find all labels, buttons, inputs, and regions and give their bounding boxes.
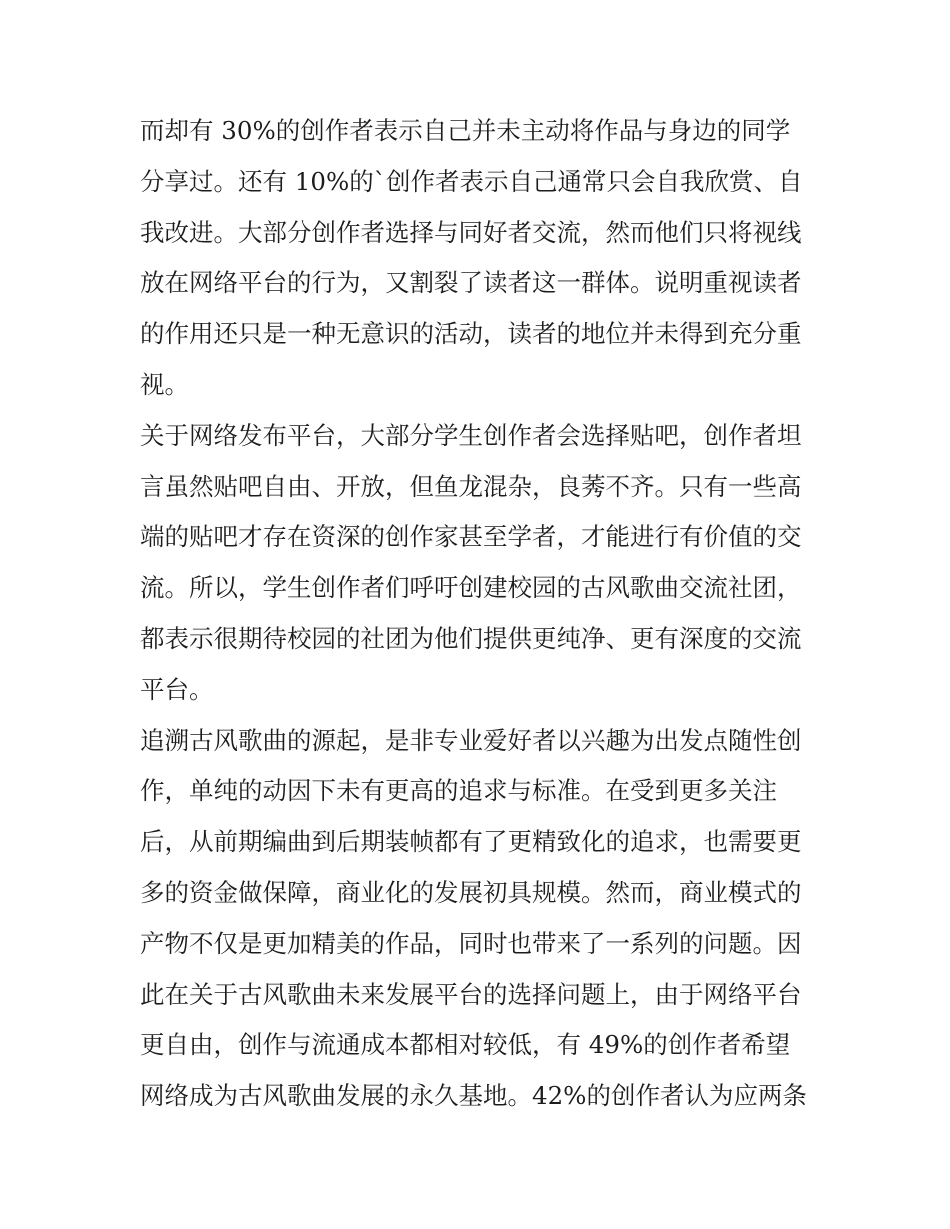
text-line: 都表示很期待校园的社团为他们提供更纯净、更有深度的交流: [140, 623, 802, 653]
text-line: 网络成为古风歌曲发展的永久基地。42%的创作者认为应两条: [140, 1081, 807, 1111]
text-line: 端的贴吧才存在资深的创作家甚至学者，才能进行有价值的交: [140, 522, 802, 552]
text-line: 我改进。大部分创作者选择与同好者交流，然而他们只将视线: [140, 217, 802, 247]
text-line: 平台。: [140, 674, 214, 704]
text-line: 视。: [140, 369, 189, 399]
text-line: 多的资金做保障，商业化的发展初具规模。然而，商业模式的: [140, 877, 802, 907]
text-line: 产物不仅是更加精美的作品，同时也带来了一系列的问题。因: [140, 928, 802, 958]
text-line: 作，单纯的动因下未有更高的追求与标准。在受到更多关注: [140, 776, 777, 806]
text-line: 关于网络发布平台，大部分学生创作者会选择贴吧，创作者坦: [140, 420, 802, 450]
text-line: 更自由，创作与流通成本都相对较低，有 49%的创作者希望: [140, 1030, 791, 1060]
text-line: 追溯古风歌曲的源起，是非专业爱好者以兴趣为出发点随性创: [140, 725, 802, 755]
text-line: 言虽然贴吧自由、开放，但鱼龙混杂，良莠不齐。只有一些高: [140, 471, 802, 501]
text-line: 放在网络平台的行为，又割裂了读者这一群体。说明重视读者: [140, 268, 802, 298]
text-line: 而却有 30%的创作者表示自己并未主动将作品与身边的同学: [140, 116, 791, 145]
text-line: 的作用还只是一种无意识的活动，读者的地位并未得到充分重: [140, 319, 802, 349]
text-line: 流。所以，学生创作者们呼吁创建校园的古风歌曲交流社团，: [140, 573, 802, 603]
text-line: 后，从前期编曲到后期装帧都有了更精致化的追求，也需要更: [140, 827, 802, 857]
body-text: [140, 106, 812, 1122]
text-line: 分享过。还有 10%的`创作者表示自己通常只会自我欣赏、自: [140, 166, 803, 196]
text-line: 此在关于古风歌曲未来发展平台的选择问题上，由于网络平台: [140, 979, 802, 1009]
